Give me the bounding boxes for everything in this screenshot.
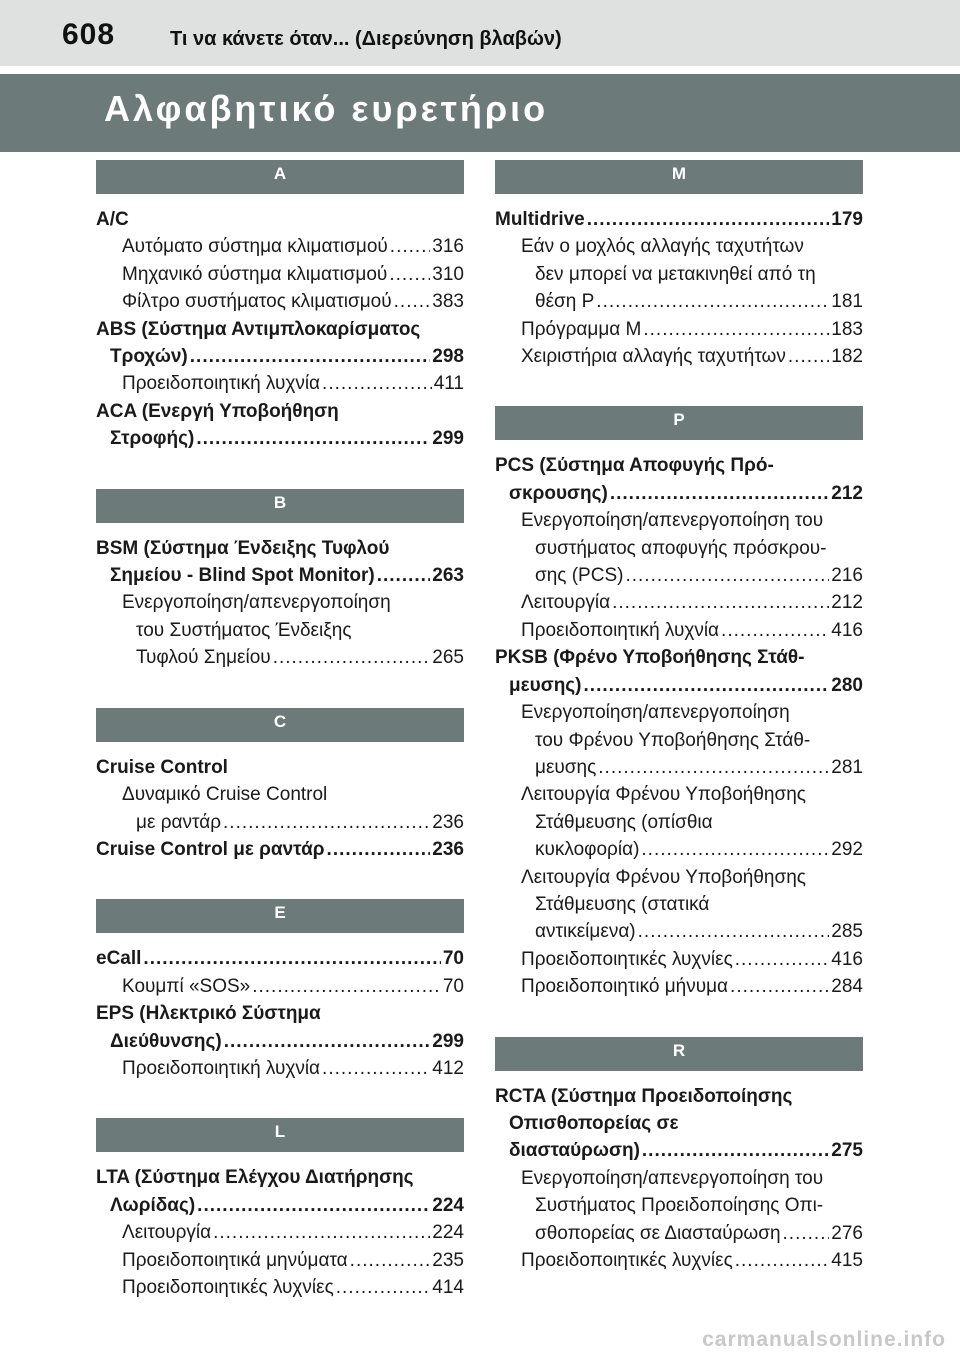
page-reference: 212 (831, 482, 863, 504)
index-subentry (96, 261, 464, 288)
entry-text: Εάν ο μοχλός αλλαγής ταχυτήτων (521, 236, 804, 258)
entry-text: Προειδοποιητικές λυχνίες (122, 1276, 334, 1298)
page-reference: 416 (831, 619, 863, 641)
section-entries (96, 933, 464, 1082)
index-subentry (495, 1110, 863, 1137)
index-subentry (495, 891, 863, 918)
index-subentry (96, 343, 464, 370)
index-subentry (96, 288, 464, 315)
index-entry (495, 1083, 863, 1110)
page-reference: 415 (831, 1250, 863, 1271)
index-subentry (96, 425, 464, 452)
dot-leader (377, 562, 431, 589)
page-reference: 414 (432, 1276, 464, 1298)
entry-text: του Συστήματος Ένδειξης (136, 619, 352, 641)
index-subentry (96, 589, 464, 616)
entry-text: Συστήματος Προειδοποίησης Οπι- (535, 1195, 824, 1217)
entry-text: Προειδοποιητικά μηνύματα (122, 1249, 348, 1271)
entry-text: Μηχανικό σύστημα κλιματισμού (122, 263, 388, 285)
entry-text: Δυναμικό Cruise Control (122, 784, 328, 806)
running-title: Τι να κάνετε όταν... (Διερεύνηση βλαβών) (170, 28, 562, 50)
index-entry (495, 644, 863, 671)
page-reference: 181 (831, 291, 863, 313)
index-column-right (495, 160, 863, 1274)
dot-leader (197, 1192, 430, 1219)
entry-text: με ραντάρ (136, 811, 222, 833)
dot-leader (783, 1220, 830, 1247)
section-spacer (96, 672, 464, 708)
index-subentry (495, 781, 863, 808)
entry-text: Λειτουργία (122, 1222, 212, 1244)
entry-text: σθοπορείας σε Διασταύρωση (535, 1222, 781, 1244)
index-subentry (495, 316, 863, 343)
index-subentry (96, 809, 464, 836)
dot-leader (252, 973, 441, 1000)
entry-text: ACA (Ενεργή Υποβοήθηση (96, 400, 339, 422)
entry-text: Multidrive (495, 209, 585, 230)
dot-leader (390, 233, 431, 260)
page-number: 608 (62, 18, 116, 51)
entry-text: Διεύθυνσης) (110, 1030, 222, 1052)
entry-text: Προειδοποιητική λυχνία (122, 1057, 321, 1079)
index-subentry (495, 617, 863, 644)
entry-text: Πρόγραμμα M (521, 318, 642, 340)
entry-text: Ενεργοποίηση/απενεργοποίηση του (521, 510, 824, 532)
dot-leader (322, 1055, 430, 1082)
page-reference: 236 (432, 811, 464, 833)
dot-leader (224, 1028, 431, 1055)
index-subentry (495, 343, 863, 370)
entry-text: Ενεργοποίηση/απενεργοποίηση του (521, 1167, 824, 1189)
entry-text: Κουμπί «SOS» (122, 975, 251, 997)
page-reference: 235 (432, 1249, 464, 1271)
section-letter-header: A (96, 160, 464, 194)
dot-leader (336, 1274, 431, 1301)
page-reference: 275 (831, 1140, 863, 1162)
dot-leader (322, 370, 432, 397)
index-entry (96, 754, 464, 781)
dot-leader (587, 206, 830, 233)
entry-text: Λωρίδας) (110, 1194, 196, 1216)
section-spacer (96, 863, 464, 899)
page-reference: 263 (432, 565, 464, 587)
entry-text: Προειδοποιητικό μήνυμα (521, 976, 729, 998)
section-spacer (495, 1001, 863, 1037)
index-subentry (495, 1247, 863, 1274)
index-subentry (96, 370, 464, 397)
section-letter-header: E (96, 899, 464, 933)
section-entries (96, 742, 464, 864)
section-entries (495, 194, 863, 370)
page-reference: 316 (432, 236, 464, 258)
section-entries (96, 194, 464, 453)
dot-leader (610, 480, 829, 507)
index-subentry (96, 1274, 464, 1301)
entry-text: Χειριστήρια αλλαγής ταχυτήτων (521, 346, 786, 368)
index-entry (96, 398, 464, 425)
entry-text: Τυφλού Σημείου (136, 647, 271, 669)
dot-leader (643, 316, 829, 343)
index-column-left (96, 160, 464, 1301)
page-reference: 411 (433, 373, 464, 395)
index-subentry (96, 644, 464, 671)
entry-text: του Φρένου Υποβοήθησης Στάθ- (535, 729, 811, 751)
index-subentry (495, 233, 863, 260)
entry-text: μευσης (535, 756, 597, 778)
page-reference: 292 (831, 839, 863, 861)
index-entry (495, 206, 863, 233)
index-subentry (495, 1192, 863, 1219)
index-subentry (495, 699, 863, 726)
entry-text: LTA (Σύστημα Ελέγχου Διατήρησης (96, 1167, 414, 1189)
entry-text: PKSB (Φρένο Υποβοήθησης Στάθ- (495, 647, 805, 669)
page-reference: 299 (432, 1030, 464, 1052)
entry-text: Προειδοποιητικές λυχνίες (521, 1250, 733, 1271)
index-entry (96, 836, 464, 863)
page-reference: 281 (831, 756, 863, 778)
dot-leader (612, 589, 829, 616)
section-spacer (96, 453, 464, 489)
entry-text: Cruise Control (96, 756, 228, 778)
entry-text: αντικείμενα) (535, 921, 636, 943)
page-reference: 310 (432, 263, 464, 285)
page-reference: 179 (831, 209, 863, 230)
section-spacer (96, 1082, 464, 1118)
entry-text: Προειδοποιητική λυχνία (122, 373, 321, 395)
index-subentry (96, 617, 464, 644)
entry-text: Προειδοποιητική λυχνία (521, 619, 720, 641)
index-subentry (495, 261, 863, 288)
page-reference: 383 (432, 291, 464, 313)
section-letter-header: L (96, 1118, 464, 1152)
dot-leader (625, 562, 829, 589)
entry-text: σκρουσης) (509, 482, 608, 504)
section-letter-header: P (495, 406, 863, 440)
entry-text: μευσης) (509, 674, 582, 696)
index-subentry (96, 233, 464, 260)
page-header (0, 0, 960, 66)
entry-text: διασταύρωση) (509, 1140, 640, 1162)
entry-text: κυκλοφορία) (535, 839, 640, 861)
entry-text: Ενεργοποίηση/απενεργοποίηση (521, 702, 790, 724)
header-divider (0, 66, 960, 74)
page-reference: 416 (831, 948, 863, 970)
entry-text: Σημείου - Blind Spot Monitor) (110, 565, 375, 587)
entry-text: BSM (Σύστημα Ένδειξης Τυφλού (96, 537, 390, 559)
page-reference: 212 (831, 592, 863, 614)
index-subentry (495, 754, 863, 781)
index-subentry (495, 809, 863, 836)
index-subentry (96, 781, 464, 808)
index-entry (495, 452, 863, 479)
dot-leader (596, 288, 829, 315)
dot-leader (642, 1137, 829, 1164)
index-entry (96, 316, 464, 343)
entry-text: Στροφής) (110, 428, 195, 450)
page-reference: 298 (432, 346, 464, 368)
page-reference: 412 (432, 1057, 464, 1079)
index-subentry (495, 535, 863, 562)
page-reference: 182 (831, 346, 863, 368)
dot-leader (213, 1219, 430, 1246)
dot-leader (721, 617, 829, 644)
entry-text: Cruise Control με ραντάρ (96, 838, 325, 860)
dot-leader (389, 261, 430, 288)
index-subentry (96, 1219, 464, 1246)
index-subentry (495, 1220, 863, 1247)
entry-text: Αυτόματο σύστημα κλιματισμού (122, 236, 388, 258)
page-reference: 265 (432, 647, 464, 669)
page-reference: 183 (831, 318, 863, 340)
index-entry (96, 1164, 464, 1191)
index-subentry (495, 727, 863, 754)
page-reference: 224 (432, 1194, 464, 1216)
index-subentry (96, 562, 464, 589)
entry-text: θέση P (535, 291, 595, 313)
section-letter-header: R (495, 1037, 863, 1071)
index-subentry (495, 918, 863, 945)
index-subentry (495, 836, 863, 863)
entry-text: Στάθμευσης (οπίσθια (535, 811, 713, 833)
dot-leader (143, 945, 440, 972)
entry-text: συστήματος αποφυγής πρόσκρου- (535, 537, 827, 559)
index-subentry (495, 589, 863, 616)
section-entries (96, 1152, 464, 1301)
entry-text: Τροχών) (110, 346, 188, 368)
index-subentry (495, 562, 863, 589)
entry-text: EPS (Ηλεκτρικό Σύστημα (96, 1003, 321, 1025)
page-reference: 70 (442, 975, 464, 997)
page-reference: 70 (442, 948, 464, 970)
dot-leader (638, 918, 830, 945)
page-reference: 276 (831, 1222, 863, 1244)
page-reference: 280 (831, 674, 863, 696)
entry-text: ABS (Σύστημα Αντιμπλοκαρίσματος (96, 318, 421, 340)
dot-leader (190, 343, 431, 370)
dot-leader (730, 973, 829, 1000)
index-subentry (495, 1165, 863, 1192)
section-letter-header: C (96, 708, 464, 742)
page-reference: 224 (432, 1222, 464, 1244)
entry-text: Λειτουργία Φρένου Υποβοήθησης (521, 866, 806, 888)
page-reference: 285 (831, 921, 863, 943)
index-entry (96, 206, 464, 233)
dot-leader (196, 425, 430, 452)
banner-title: Αλφαβητικό ευρετήριο (104, 88, 549, 129)
page-reference: 216 (831, 565, 863, 587)
dot-leader (223, 809, 430, 836)
entry-text: Προειδοποιητικές λυχνίες (521, 948, 733, 970)
index-subentry (495, 507, 863, 534)
dot-leader (273, 644, 431, 671)
entry-text: Λειτουργία (521, 592, 611, 614)
index-subentry (495, 480, 863, 507)
index-entry (96, 535, 464, 562)
dot-leader (350, 1247, 431, 1274)
index-subentry (495, 288, 863, 315)
index-subentry (495, 973, 863, 1000)
entry-text: eCall (96, 948, 142, 970)
index-subentry (495, 864, 863, 891)
index-subentry (96, 1028, 464, 1055)
index-entry (96, 945, 464, 972)
dot-leader (788, 343, 829, 370)
entry-text: Φίλτρο συστήματος κλιματισμού (122, 291, 392, 313)
dot-leader (735, 1247, 830, 1274)
index-subentry (96, 1192, 464, 1219)
entry-text: δεν μπορεί να μετακινηθεί από τη (535, 263, 816, 285)
entry-text: PCS (Σύστημα Αποφυγής Πρό- (495, 455, 774, 477)
dot-leader (394, 288, 431, 315)
dot-leader (598, 754, 829, 781)
index-subentry (495, 946, 863, 973)
section-letter-header: B (96, 489, 464, 523)
index-subentry (495, 672, 863, 699)
page-reference: 236 (432, 838, 464, 860)
section-spacer (495, 370, 863, 406)
dot-leader (735, 946, 830, 973)
page-reference: 299 (432, 428, 464, 450)
section-entries (495, 440, 863, 1000)
dot-leader (641, 836, 829, 863)
watermark: carmanualsonline.info (702, 1328, 946, 1351)
section-entries (96, 523, 464, 672)
index-subentry (96, 973, 464, 1000)
page-reference: 284 (831, 976, 863, 998)
entry-text: Οπισθοπορείας σε (509, 1112, 679, 1134)
entry-text: σης (PCS) (535, 565, 624, 587)
dot-leader (327, 836, 431, 863)
index-subentry (495, 1137, 863, 1164)
entry-text: Στάθμευσης (στατικά (535, 893, 710, 915)
index-entry (96, 1000, 464, 1027)
dot-leader (584, 672, 830, 699)
index-subentry (96, 1247, 464, 1274)
section-letter-header: M (495, 160, 863, 194)
entry-text: Ενεργοποίηση/απενεργοποίηση (122, 592, 391, 614)
index-subentry (96, 1055, 464, 1082)
entry-text: A/C (96, 209, 129, 230)
entry-text: RCTA (Σύστημα Προειδοποίησης (495, 1085, 793, 1107)
entry-text: Λειτουργία Φρένου Υποβοήθησης (521, 784, 806, 806)
section-banner (0, 74, 960, 152)
section-entries (495, 1071, 863, 1275)
